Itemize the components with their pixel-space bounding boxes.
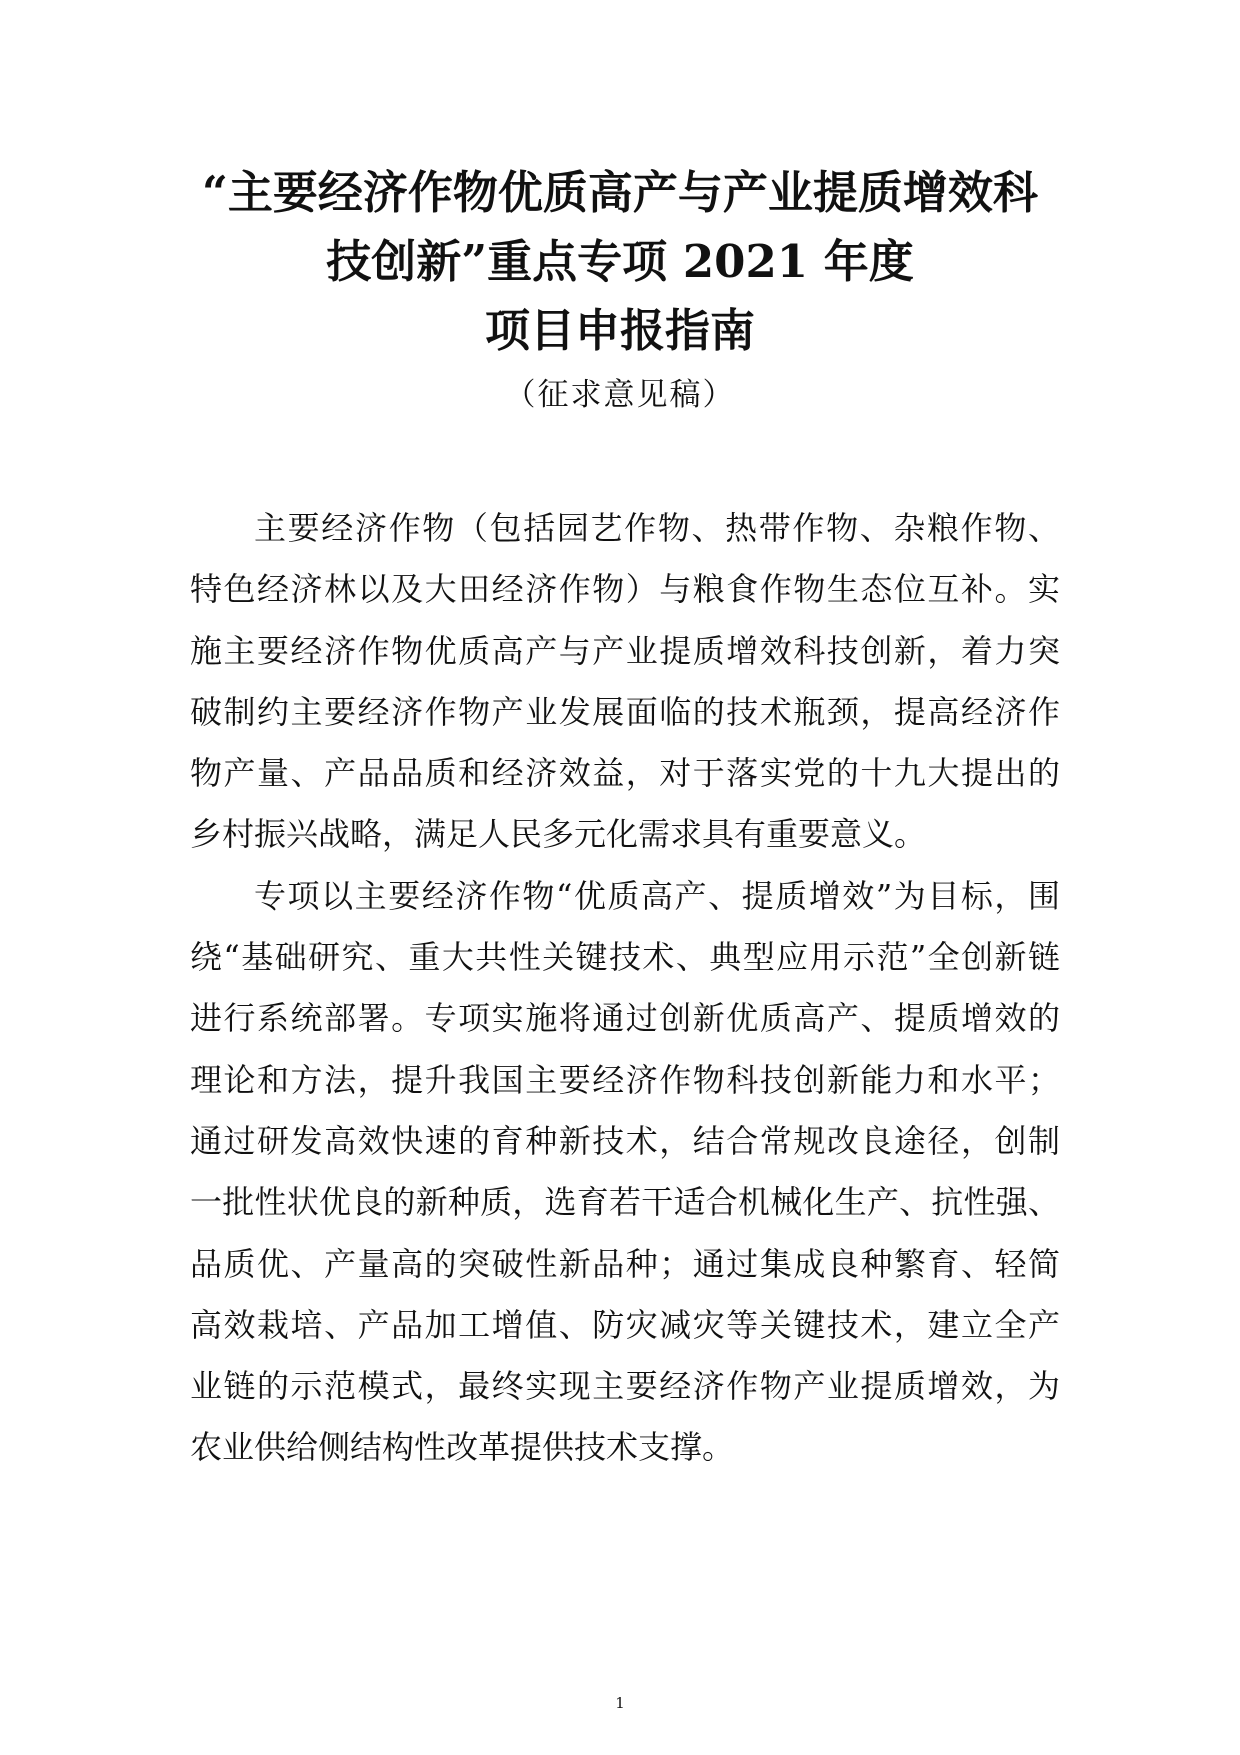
text-line: 破制约主要经济作物产业发展面临的技术瓶颈，提高经济作 bbox=[190, 692, 1060, 731]
text-line: 专项以主要经济作物“优质高产、提质增效”为目标，围 bbox=[254, 876, 1060, 915]
paragraph-1 bbox=[190, 498, 1060, 866]
title-line: “主要经济作物优质高产与产业提质增效科 bbox=[202, 166, 1038, 219]
text-line: 施主要经济作物优质高产与产业提质增效科技创新，着力突 bbox=[190, 631, 1060, 670]
text-line: 通过研发高效快速的育种新技术，结合常规改良途径，创制 bbox=[190, 1121, 1060, 1160]
text-line: 业链的示范模式，最终实现主要经济作物产业提质增效，为 bbox=[190, 1367, 1060, 1406]
text-line: 品质优、产量高的突破性新品种；通过集成良种繁育、轻简 bbox=[190, 1244, 1060, 1283]
text-line: 农业供给侧结构性改革提供技术支撑。 bbox=[190, 1428, 735, 1467]
document-subtitle: （征求意见稿） bbox=[504, 377, 736, 413]
text-line: 绕“基础研究、重大共性关键技术、典型应用示范”全创新链 bbox=[190, 938, 1060, 977]
paragraph-2 bbox=[190, 866, 1060, 1479]
text-line: 理论和方法，提升我国主要经济作物科技创新能力和水平； bbox=[190, 1060, 1060, 1099]
page-number: 1 bbox=[615, 1694, 625, 1712]
text-line: 一批性状优良的新种质，选育若干适合机械化生产、抗性强、 bbox=[190, 1183, 1060, 1222]
document-title bbox=[160, 158, 1080, 365]
text-line: 乡村振兴战略，满足人民多元化需求具有重要意义。 bbox=[190, 815, 927, 854]
text-line: 进行系统部署。专项实施将通过创新优质高产、提质增效的 bbox=[190, 999, 1060, 1038]
document-body bbox=[190, 498, 1060, 1479]
text-line: 物产量、产品品质和经济效益，对于落实党的十九大提出的 bbox=[190, 754, 1060, 793]
title-line: 技创新”重点专项 2021 年度 bbox=[326, 235, 914, 288]
title-line: 项目申报指南 bbox=[484, 304, 755, 357]
text-line: 特色经济林以及大田经济作物）与粮食作物生态位互补。实 bbox=[190, 570, 1060, 609]
text-line: 高效栽培、产品加工增值、防灾减灾等关键技术，建立全产 bbox=[190, 1305, 1060, 1344]
text-line: 主要经济作物（包括园艺作物、热带作物、杂粮作物、 bbox=[254, 509, 1060, 547]
